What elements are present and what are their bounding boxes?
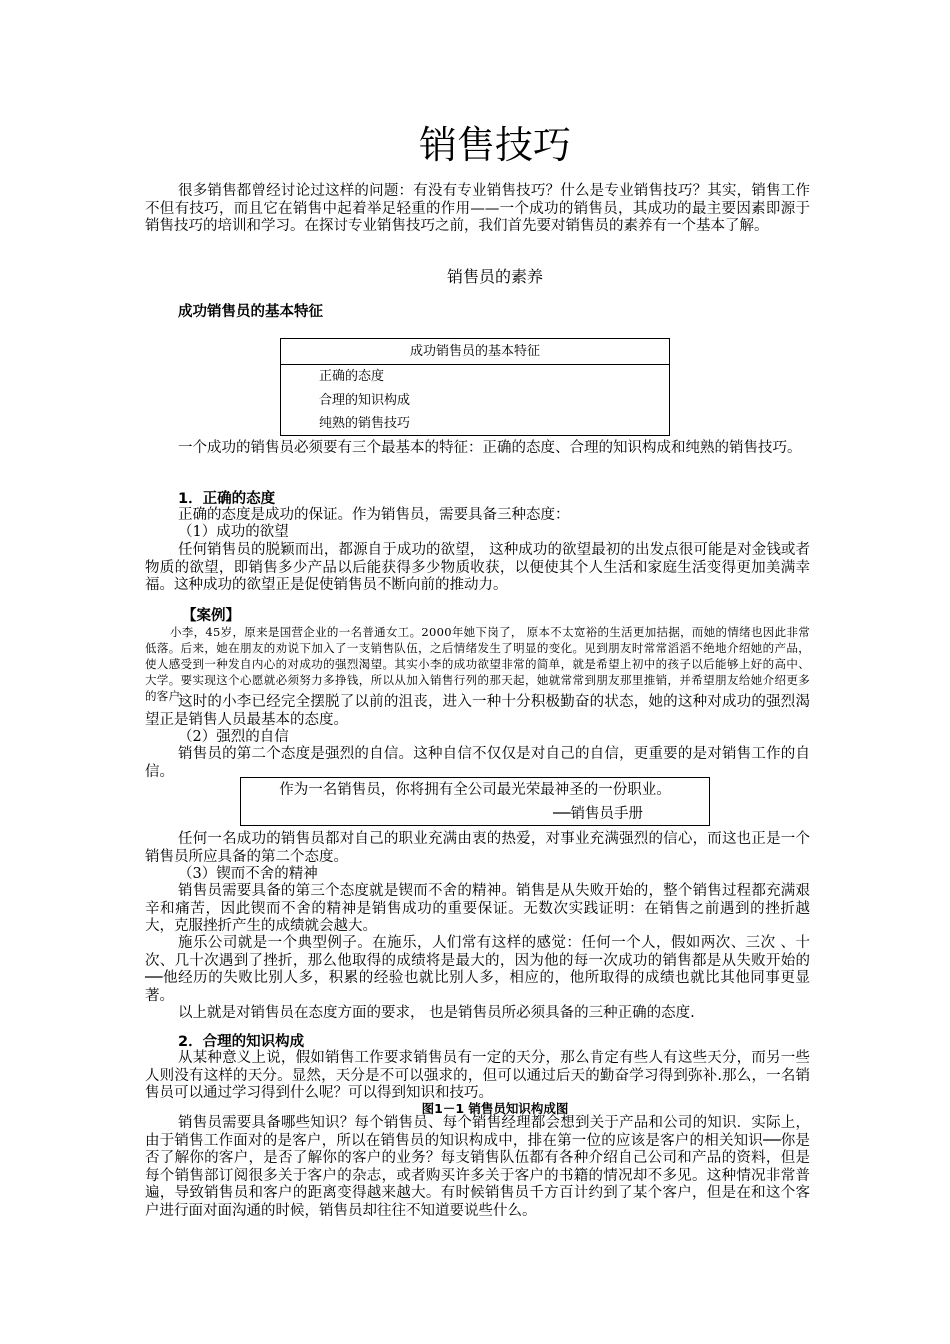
subheading-confidence: （2）强烈的自信 <box>178 729 289 745</box>
attitude-intro: 正确的态度是成功的保证。作为销售员，需要具备三种态度： <box>178 507 570 523</box>
case-label: 【案例】 <box>182 608 240 624</box>
case-follow-paragraph: 这时的小李已经完全摆脱了以前的沮丧，进入一种十分积极勤奋的状态，她的这种对成功的强烈渴望正是销售人员最基本的态度。 <box>145 694 810 728</box>
features-table-row: 正确的态度 <box>319 369 385 384</box>
figure-caption: 图1－1 销售员知识构成图 <box>421 1101 569 1116</box>
quote-box <box>240 777 710 826</box>
features-table <box>280 338 670 436</box>
confidence-paragraph: 销售员的第二个态度是强烈的自信。这种自信不仅仅是对自己的自信，更重要的是对销售工作的自信。 <box>145 746 810 780</box>
quote-source: ──销售员手册 <box>553 806 643 822</box>
section-title: 销售员的素养 <box>446 267 543 286</box>
features-table-row: 纯熟的销售技巧 <box>319 416 411 431</box>
quote-text: 作为一名销售员，你将拥有全公司最光荣最神圣的一份职业。 <box>279 782 671 798</box>
knowledge-heading: 2．合理的知识构成 <box>178 1034 305 1050</box>
summary-paragraph: 以上就是对销售员在态度方面的要求， 也是销售员所必须具备的三种正确的态度. <box>178 1005 695 1021</box>
xerox-paragraph: 施乐公司就是一个典型例子。在施乐，人们常有这样的感觉：任何一个人，假如两次、三次 、十次、几十次遇到了挫折，那么他取得的成绩将是最大的，因为他的每一次成功的销售都是从失败开始的──他经历的失败比别人多，积累的经验也就比别人多，相应的，他所取得的成绩也就比其他同事更显著。 <box>145 935 810 1004</box>
features-heading: 成功销售员的基本特征 <box>178 304 323 320</box>
desire-paragraph: 任何销售员的脱颖而出，都源自于成功的欲望， 这种成功的欲望最初的出发点很可能是对金钱或者物质的欲望，即销售多少产品以后能获得多少物质收获，以便使其个人生活和家庭生活变得更加美满幸福。这种成功的欲望正是促使销售员不断向前的推动力。 <box>145 542 810 593</box>
knowledge-paragraph-2: 销售员需要具备哪些知识？每个销售员、每个销售经理都会想到关于产品和公司的知识．实际上，由于销售工作面对的是客户，所以在销售员的知识构成中，排在第一位的应该是客户的相关知识──你是否了解你的客户，是否了解你的客户的业务？每支销售队伍都有各种介绍自己公司和产品的资料，但是每个销售部订阅很多关于客户的杂志，或者购买许多关于客户的书籍的情况却不多见。这种情况非常普遍，导致销售员和客户的距离变得越来越大。有时候销售员千方百计约到了某个客户，但是在和这个客户进行面对面沟通的时候，销售员却往往不知道要说些什么。 <box>145 1115 810 1219</box>
intro-paragraph: 很多销售都曾经讨论过这样的问题：有没有专业销售技巧？什么是专业销售技巧？其实，销售工作不但有技巧，而且它在销售中起着举足轻重的作用——一个成功的销售员，其成功的最主要因素即源于销售技巧的培训和学习。在探讨专业销售技巧之前，我们首先要对销售员的素养有一个基本了解。 <box>145 183 810 234</box>
confidence-follow-paragraph: 任何一名成功的销售员都对自己的职业充满由衷的热爱，对事业充满强烈的信心，而这也正是一个销售员所应具备的第二个态度。 <box>145 831 810 865</box>
features-table-header: 成功销售员的基本特征 <box>281 339 669 365</box>
attitude-heading: 1．正确的态度 <box>178 491 276 507</box>
document-title: 销售技巧 <box>418 123 571 167</box>
knowledge-paragraph: 从某种意义上说，假如销售工作要求销售员有一定的天分，那么肯定有些人有这些天分，而另一些人则没有这样的天分。显然，天分是不可以强求的，但可以通过后天的勤奋学习得到弥补.那么，一名销售员可以通过学习得到什么呢？可以得到知识和技巧。 <box>145 1050 810 1101</box>
case-text: 小李，45岁，原来是国营企业的一名普通女工。2000年她下岗了， 原本不太宽裕的生活更加拮据，而她的情绪也因此非常低落。后来，她在朋友的劝说下加入了一支销售队伍，之后情绪发生了明显的变化。见到朋友时常常滔滔不绝地介绍她的产品，使人感受到一种发自内心的对成功的强烈渴望。其实小李的成功欲望非常的简单，就是希望上初中的孩子以后能够上好的高中、大学。要实现这个心愿就必须努力多挣钱，所以从加入销售行列的那天起，她就常常到朋友那里推销，并希望朋友给她介绍更多的客户。 <box>145 625 810 703</box>
persistence-paragraph: 销售员需要具备的第三个态度就是锲而不舍的精神。销售是从失败开始的，整个销售过程都充满艰辛和痛苦，因此锲而不舍的精神是销售成功的重要保证。无数次实践证明：在销售之前遇到的挫折越大，克服挫折产生的成绩就会越大。 <box>145 883 810 934</box>
features-paragraph: 一个成功的销售员必须要有三个最基本的特征：正确的态度、合理的知识构成和纯熟的销售技巧。 <box>178 440 802 456</box>
subheading-desire: （1）成功的欲望 <box>178 524 289 540</box>
features-table-row: 合理的知识构成 <box>319 392 411 408</box>
subheading-persistence: （3）锲而不舍的精神 <box>178 866 318 882</box>
